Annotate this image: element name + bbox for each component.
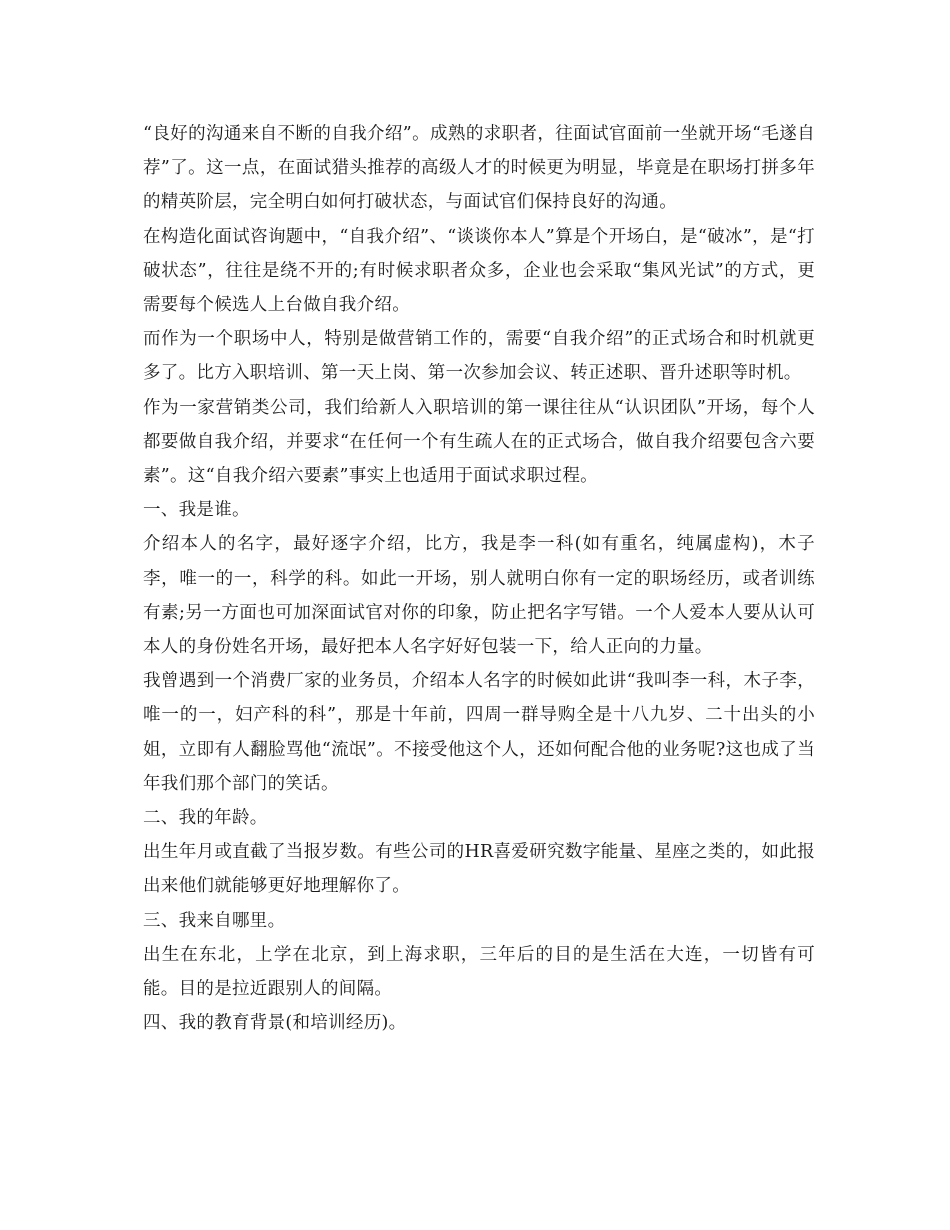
document-body	[143, 117, 815, 1040]
paragraph-name: 介绍本人的名字，最好逐字介绍，比方，我是李一科(如有重名，纯属虚构)，木子李，唯一的一，科学的科。如此一开场，别人就明白你有一定的职场经历，或者训练有素;另一方面也可加深面试官对你的印象，防止把名字写错。一个人爱本人要从认可本人的身份姓名开场，最好把本人名字好好包装一下，给人正向的力量。	[143, 534, 815, 658]
paragraph-age: 出生年月或直截了当报岁数。有些公司的HR喜爱研究数字能量、星座之类的，如此报出来他们就能够更好地理解你了。	[143, 842, 815, 897]
paragraph-anecdote: 我曾遇到一个消费厂家的业务员，介绍本人名字的时候如此讲“我叫李一科，木子李，唯一的一，妇产科的科”，那是十年前，四周一群导购全是十八九岁、二十出头的小姐，立即有人翻脸骂他“流氓”。不接受他这个人，还如何配合他的业务呢?这也成了当年我们那个部门的笑话。	[143, 671, 815, 794]
heading-where-from: 三、我来自哪里。	[143, 910, 286, 931]
heading-my-age: 二、我的年龄。	[143, 808, 268, 829]
paragraph-workplace: 而作为一个职场中人，特别是做营销工作的，需要“自我介绍”的正式场合和时机就更多了。比方入职培训、第一天上岗、第一次参加会议、转正述职、晋升述职等时机。	[143, 329, 815, 384]
paragraph-company-training: 作为一家营销类公司，我们给新人入职培训的第一课往往从“认识团队”开场，每个人都要做自我介绍，并要求“在任何一个有生疏人在的正式场合，做自我介绍要包含六要素”。这“自我介绍六要素”事实上也适用于面试求职过程。	[143, 397, 815, 487]
paragraph-intro: “良好的沟通来自不断的自我介绍”。成熟的求职者，往面试官面前一坐就开场“毛遂自荐”了。这一点，在面试猎头推荐的高级人才的时候更为明显，毕竟是在职场打拼多年的精英阶层，完全明白如何打破状态，与面试官们保持良好的沟通。	[143, 124, 815, 213]
paragraph-structured-interview: 在构造化面试咨询题中，“自我介绍”、“谈谈你本人”算是个开场白，是“破冰”，是“打破状态”，往往是绕不开的;有时候求职者众多，企业也会采取“集风光试”的方式，更需要每个候选人上台做自我介绍。	[143, 226, 815, 316]
paragraph-origin: 出生在东北，上学在北京，到上海求职，三年后的目的是生活在大连，一切皆有可能。目的是拉近跟别人的间隔。	[143, 944, 815, 1000]
heading-who-am-i: 一、我是谁。	[143, 500, 250, 521]
heading-education: 四、我的教育背景(和培训经历)。	[143, 1013, 407, 1034]
